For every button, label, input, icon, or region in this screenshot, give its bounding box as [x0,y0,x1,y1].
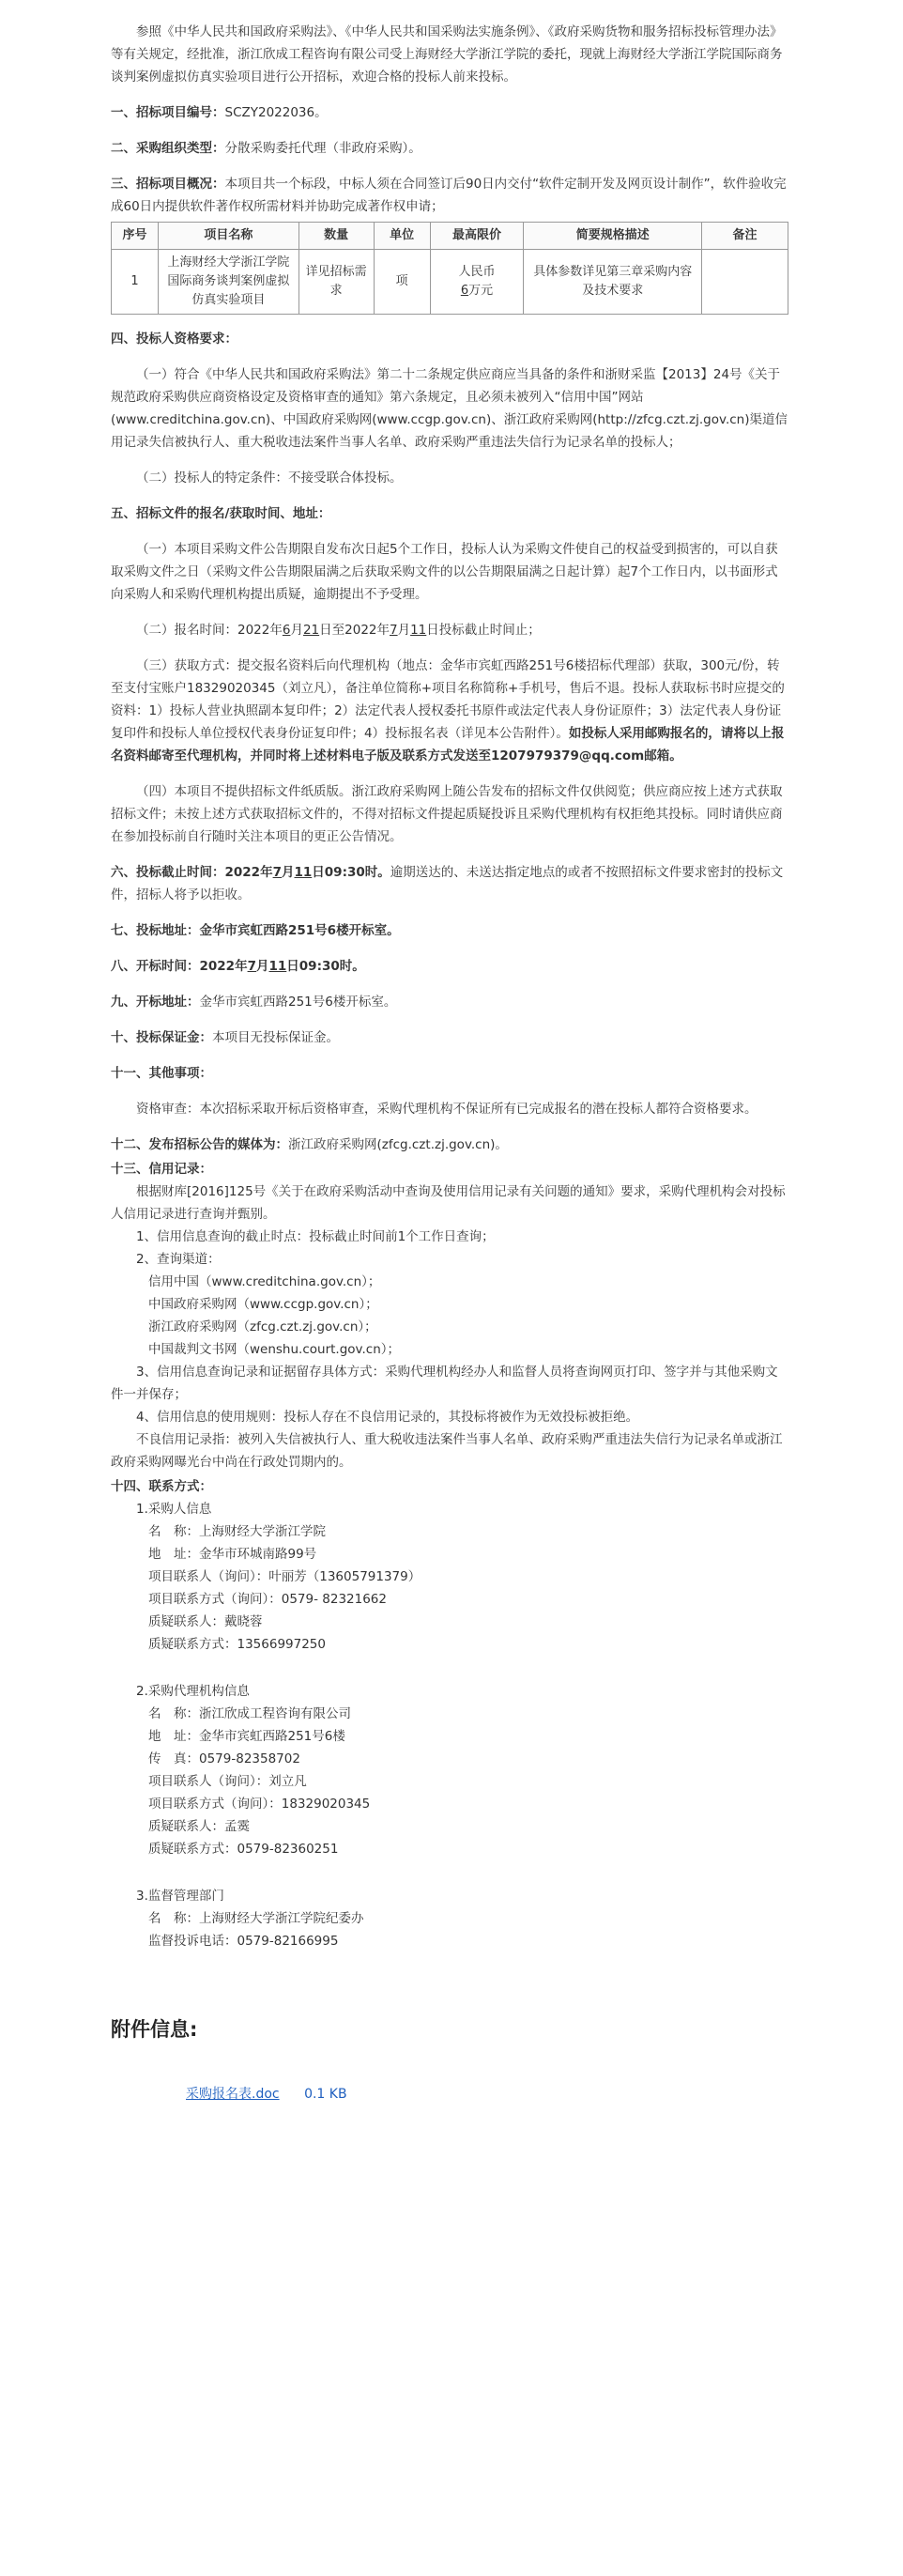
section-opening-address: 九、开标地址：金华市宾虹西路251号6楼开标室。 [111,995,397,1010]
registration-method: （三）获取方式：提交报名资料后向代理机构（地点：金华市宾虹西路251号6楼招标代理部）获取，300元/份，转至支付宝账户18329020345（刘立凡），备注单位简称+项目名称简称+手机号，售后不退。投标人获取标书时应提交的资料：1）投标人营业执照副本复印件；2）法定代表人授权委托书原件或法定代表人身份证原件；3）法定代表人身份证复印件和投标人单位授权代表身份证复印件；4）投标报名表（详见本公告附件）。如投标人采用邮购报名的，请将以上报名资料邮寄至代理机构，并同时将上述材料电子版及联系方式发送至1207979379@qq.com邮箱。 [111,658,785,764]
section-procurement-type: 二、采购组织类型：分散采购委托代理（非政府采购）。 [111,141,421,156]
table-header-cell: 数量 [298,223,374,250]
contact-line: 名 称：上海财经大学浙江学院纪委办 [148,1911,364,1926]
section-deposit: 十、投标保证金：本项目无投标保证金。 [111,1030,339,1045]
section-project-number: 一、招标项目编号：SCZY2022036。 [111,105,328,120]
table-cell-no: 1 [112,250,159,315]
other-matters-paragraph: 资格审查：本次招标采取开标后资格审查，采购代理机构不保证所有已完成报名的潜在投标人都符合资格要求。 [136,1102,758,1117]
table-header-cell: 项目名称 [158,223,298,250]
contact-line: 名 称：浙江欣成工程咨询有限公司 [148,1706,351,1721]
section-registration: 五、招标文件的报名/获取时间、地址： [111,506,331,521]
contact-line: 地 址：金华市宾虹西路251号6楼 [148,1729,345,1744]
section-contact: 十四、联系方式： [111,1479,212,1494]
credit-channel: 中国政府采购网（www.ccgp.gov.cn）； [148,1297,378,1312]
credit-item: 4、信用信息的使用规则：投标人存在不良信用记录的，其投标将被作为无效投标被拒绝。 [136,1410,639,1425]
credit-channel: 浙江政府采购网（zfcg.czt.zj.gov.cn）； [148,1319,377,1334]
credit-item: 不良信用记录指：被列入失信被执行人、重大税收违法案件当事人名单、政府采购严重违法失信行为记录名单或浙江政府采购网曝光台中尚在行政处罚期内的。 [111,1432,783,1470]
section-project-overview: 三、招标项目概况：本项目共一个标段，中标人须在合同签订后90日内交付“软件定制开发及网页设计制作”，软件验收完成60日内提供软件著作权所需材料并协助完成著作权申请； [111,177,787,214]
contact-line: 质疑联系人：戴晓蓉 [148,1614,263,1629]
section-credit-record: 十三、信用记录： [111,1162,212,1177]
table-header-cell: 备注 [702,223,788,250]
attachment-item [111,2084,788,2103]
registration-time: （二）报名时间：2022年6月21日至2022年7月11日投标截止时间止； [136,623,541,638]
intro-paragraph: 参照《中华人民共和国政府采购法》、《中华人民共和国采购法实施条例》、《政府采购货物和服务招标投标管理办法》等有关规定，经批准，浙江欣成工程咨询有限公司受上海财经大学浙江学院的委托，现就上海财经大学浙江学院国际商务谈判案例虚拟仿真实验项目进行公开招标，欢迎合格的投标人前来投标。 [111,24,783,85]
announcement-content [111,21,788,2103]
table-header-cell: 单位 [374,223,430,250]
contact-agency [111,1680,788,1860]
qualification-paragraph: （二）投标人的特定条件：不接受联合体投标。 [136,470,403,486]
contact-group-title: 2.采购代理机构信息 [136,1684,250,1699]
price-currency: 人民币 [458,265,496,279]
table-cell-name: 上海财经大学浙江学院国际商务谈判案例虚拟仿真实验项目 [158,250,298,315]
contact-line: 质疑联系方式：13566997250 [148,1637,326,1652]
contact-line: 项目联系方式（询问）：18329020345 [148,1797,371,1812]
table-cell-price [430,250,524,315]
contact-line: 质疑联系方式：0579-82360251 [148,1842,339,1857]
contact-line: 传 真：0579-82358702 [148,1751,300,1766]
contact-supervision [111,1885,788,1952]
attachment-download-link[interactable]: 采购报名表.doc [186,2087,280,2102]
section-bid-address: 七、投标地址：金华市宾虹西路251号6楼开标室。 [111,923,400,938]
credit-item: 1、信用信息查询的截止时点：投标截止时间前1个工作日查询； [136,1229,495,1244]
table-cell-qty: 详见招标需求 [298,250,374,315]
project-table [111,222,788,315]
table-row [112,250,788,315]
table-header-cell: 简要规格描述 [524,223,702,250]
table-header-cell: 最高限价 [430,223,524,250]
credit-paragraph: 根据财库[2016]125号《关于在政府采购活动中查询及使用信用记录有关问题的通知》要求，采购代理机构会对投标人信用记录进行查询并甄别。 [111,1184,786,1222]
registration-paragraph: （四）本项目不提供招标文件纸质版。浙江政府采购网上随公告发布的招标文件仅供阅览；供应商应按上述方式获取招标文件；未按上述方式获取招标文件的，不得对招标文件提起质疑投诉且采购代理机构有权拒绝其投标。同时请供应商在参加投标前自行随时关注本项目的更正公告情况。 [111,784,783,844]
credit-item: 2、查询渠道： [136,1252,221,1267]
contact-line: 监督投诉电话：0579-82166995 [148,1934,339,1949]
section-opening-time: 八、开标时间：2022年7月11日09:30时。 [111,959,365,974]
price-value: 6万元 [460,284,494,298]
qualification-paragraph: （一）符合《中华人民共和国政府采购法》第二十二条规定供应商应当具备的条件和浙财采监【2013】24号《关于规范政府采购供应商资格设定及资格审查的通知》第六条规定，且必须未被列入“信用中国”网站(www.creditchina.gov.cn)、中国政府采购网(www.ccgp.gov.cn)、浙江政府采购网(http://zfcg.czt.zj.gov.cn)渠道信用记录失信被执行人、重大税收违法案件当事人名单、政府采购严重违法失信行为记录名单的投标人； [111,367,788,450]
contact-line: 名 称：上海财经大学浙江学院 [148,1524,326,1539]
contact-group-title: 3.监督管理部门 [136,1889,224,1904]
contact-line: 项目联系人（询问）：刘立凡 [148,1774,307,1789]
section-other-matters: 十一、其他事项： [111,1066,212,1081]
table-header-cell: 序号 [112,223,159,250]
credit-item: 3、信用信息查询记录和证据留存具体方式：采购代理机构经办人和监督人员将查询网页打印、签字并与其他采购文件一并保存； [111,1365,778,1402]
table-header-row [112,223,788,250]
section-bidder-qualification: 四、投标人资格要求： [111,332,237,347]
table-cell-unit: 项 [374,250,430,315]
table-cell-desc: 具体参数详见第三章采购内容及技术要求 [524,250,702,315]
registration-paragraph: （一）本项目采购文件公告期限自发布次日起5个工作日，投标人认为采购文件使自己的权益受到损害的，可以自获取采购文件之日（采购文件公告期限届满之后获取采购文件的以公告期限届满之日起计算）起7个工作日内，以书面形式向采购人和采购代理机构提出质疑，逾期提出不予受理。 [111,542,778,602]
contact-line: 质疑联系人：孟霙 [148,1819,250,1834]
contact-purchaser [111,1498,788,1656]
credit-channel: 中国裁判文书网（wenshu.court.gov.cn）； [148,1342,401,1357]
credit-channel: 信用中国（www.creditchina.gov.cn）； [148,1274,381,1289]
contact-line: 项目联系方式（询问）：0579- 82321662 [148,1592,387,1607]
attachments-title: 附件信息: [111,2018,198,2041]
attachment-file-size: 0.1 KB [304,2087,347,2102]
contact-line: 地 址：金华市环城南路99号 [148,1547,317,1562]
section-bid-deadline: 六、投标截止时间：2022年7月11日09:30时。逾期送达的、未送达指定地点的或者不按照招标文件要求密封的投标文件，招标人将予以拒收。 [111,865,784,902]
contact-line: 项目联系人（询问）：叶丽芳（13605791379） [148,1569,421,1584]
table-cell-remark [702,250,788,315]
section-media: 十二、发布招标公告的媒体为：浙江政府采购网(zfcg.czt.zj.gov.cn)。 [111,1137,508,1152]
contact-group-title: 1.采购人信息 [136,1502,212,1517]
